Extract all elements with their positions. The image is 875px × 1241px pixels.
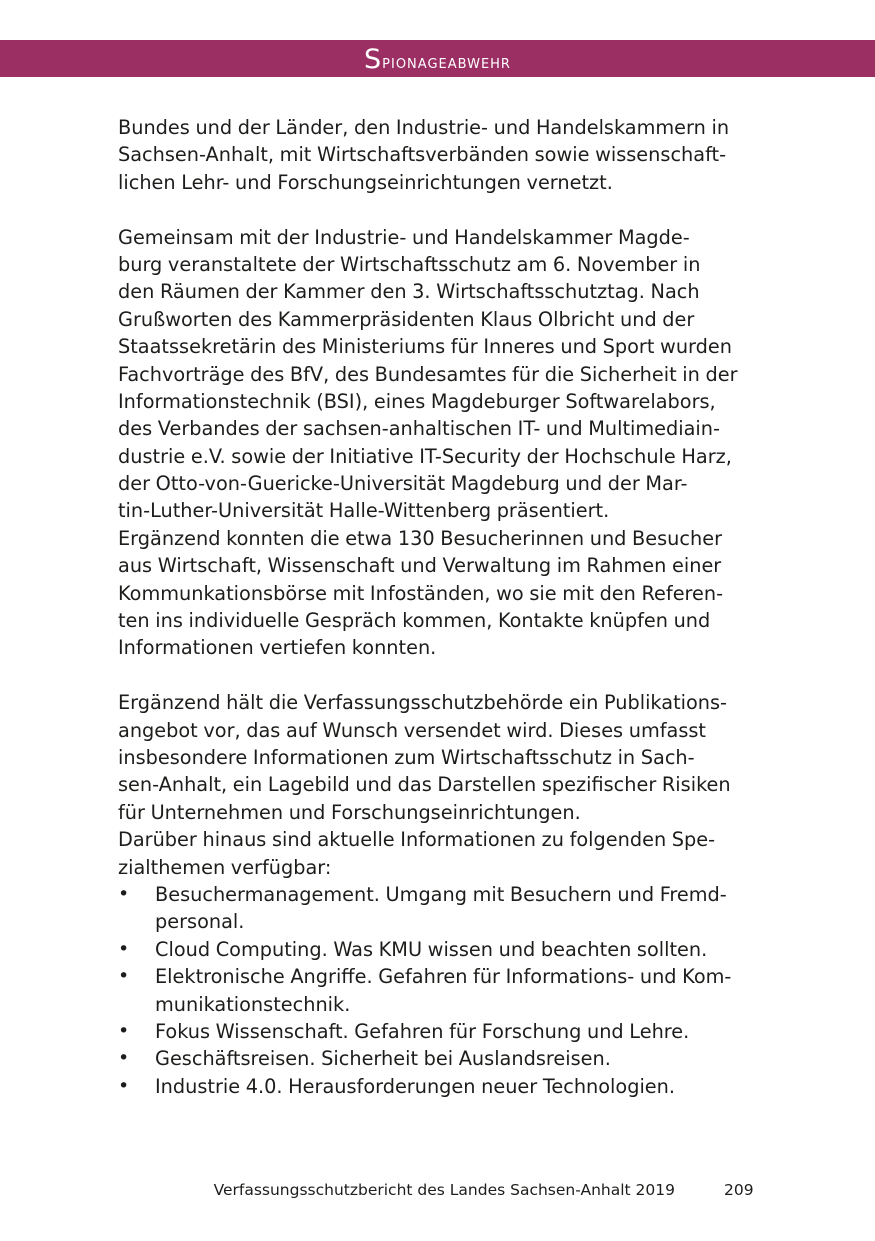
text-line: ten ins individuelle Gespräch kommen, Kontakte knüpfen und <box>118 609 711 633</box>
text-line: tin-Luther-Universität Halle-Wittenberg präsentiert. <box>118 499 610 523</box>
section-title-rest: pionageabwehr <box>382 51 511 73</box>
bullet-item <box>118 881 768 936</box>
text-line: sen-Anhalt, ein Lagebild und das Darstellen spezifischer Risiken <box>118 773 731 797</box>
section-header-bar <box>0 40 875 77</box>
page-footer <box>0 1181 875 1205</box>
text-line: lichen Lehr- und Forschungseinrichtungen vernetzt. <box>118 170 613 194</box>
paragraph-1 <box>118 114 768 196</box>
bullet-text: Industrie 4.0. Herausforderungen neuer Technologien. <box>155 1074 676 1098</box>
bullet-icon: • <box>118 937 130 960</box>
text-line: der Otto-von-Guericke-Universität Magdeburg und der Mar- <box>118 472 688 496</box>
text-line: Bundes und der Länder, den Industrie- und Handelskammern in <box>118 116 730 139</box>
bullet-text: Geschäftsreisen. Sicherheit bei Auslandsreisen. <box>155 1047 611 1071</box>
bullet-item <box>118 936 768 963</box>
text-line: Grußworten des Kammerpräsidenten Klaus Olbricht und der <box>118 307 695 331</box>
bullet-list <box>118 881 768 1100</box>
bullet-text: Elektronische Angriffe. Gefahren für Informations- und Kom- <box>155 965 732 989</box>
text-line: Gemeinsam mit der Industrie- und Handelskammer Magde- <box>118 225 690 249</box>
paragraph-3 <box>118 689 768 881</box>
text-line: zialthemen verfügbar: <box>118 855 332 879</box>
bullet-item <box>118 1045 768 1072</box>
bullet-text: munikationstechnik. <box>155 992 351 1016</box>
text-line: aus Wirtschaft, Wissenschaft und Verwaltung im Rahmen einer <box>118 554 722 578</box>
bullet-icon: • <box>118 882 130 905</box>
text-line: dustrie e.V. sowie der Initiative IT-Security der Hochschule Harz, <box>118 444 732 468</box>
page-number: 209 <box>724 1181 754 1199</box>
bullet-item <box>118 1073 768 1100</box>
bullet-text: Cloud Computing. Was KMU wissen und beachten sollten. <box>155 937 708 961</box>
main-text <box>118 114 768 1100</box>
text-line: burg veranstaltete der Wirtschaftsschutz am 6. November in <box>118 252 701 276</box>
footer-publication-title: Verfassungsschutzbericht des Landes Sachsen-Anhalt 2019 <box>213 1181 675 1199</box>
text-line: Sachsen-Anhalt, mit Wirtschaftsverbänden sowie wissenschaft- <box>118 143 727 167</box>
bullet-icon: • <box>118 1074 130 1097</box>
bullet-item <box>118 1018 768 1045</box>
bullet-icon: • <box>118 1019 130 1042</box>
text-line: den Räumen der Kammer den 3. Wirtschaftsschutztag. Nach <box>118 280 700 304</box>
text-line: Kommunkationsbörse mit Infoständen, wo sie mit den Referen- <box>118 581 724 605</box>
text-line: des Verbandes der sachsen-anhaltischen IT- und Multimediain- <box>118 417 720 441</box>
bullet-icon: • <box>118 1047 130 1070</box>
bullet-text: Besuchermanagement. Umgang mit Besuchern und Fremd- <box>155 882 727 906</box>
section-title <box>0 44 875 75</box>
bullet-text: Fokus Wissenschaft. Gefahren für Forschung und Lehre. <box>155 1019 690 1043</box>
text-line: Ergänzend hält die Verfassungsschutzbehörde ein Publikations- <box>118 691 728 715</box>
bullet-text: personal. <box>155 910 245 934</box>
section-title-initial: S <box>364 44 383 75</box>
paragraph-2 <box>118 224 768 662</box>
bullet-icon: • <box>118 965 130 988</box>
text-line: Fachvorträge des BfV, des Bundesamtes für die Sicherheit in der <box>118 362 738 386</box>
text-line: Informationen vertiefen konnten. <box>118 636 437 660</box>
text-line: angebot vor, das auf Wunsch versendet wird. Dieses umfasst <box>118 718 706 742</box>
text-line: Ergänzend konnten die etwa 130 Besucherinnen und Besucher <box>118 526 723 550</box>
paragraph-gap <box>118 196 768 223</box>
paragraph-gap <box>118 662 768 689</box>
text-line: für Unternehmen und Forschungseinrichtungen. <box>118 800 581 824</box>
bullet-item <box>118 963 768 1018</box>
text-line: Darüber hinaus sind aktuelle Informationen zu folgenden Spe- <box>118 828 716 852</box>
text-line: Staatssekretärin des Ministeriums für Inneres und Sport wurden <box>118 335 732 359</box>
text-line: insbesondere Informationen zum Wirtschaftsschutz in Sach- <box>118 745 695 769</box>
text-line: Informationstechnik (BSI), eines Magdeburger Softwarelabors, <box>118 389 716 413</box>
